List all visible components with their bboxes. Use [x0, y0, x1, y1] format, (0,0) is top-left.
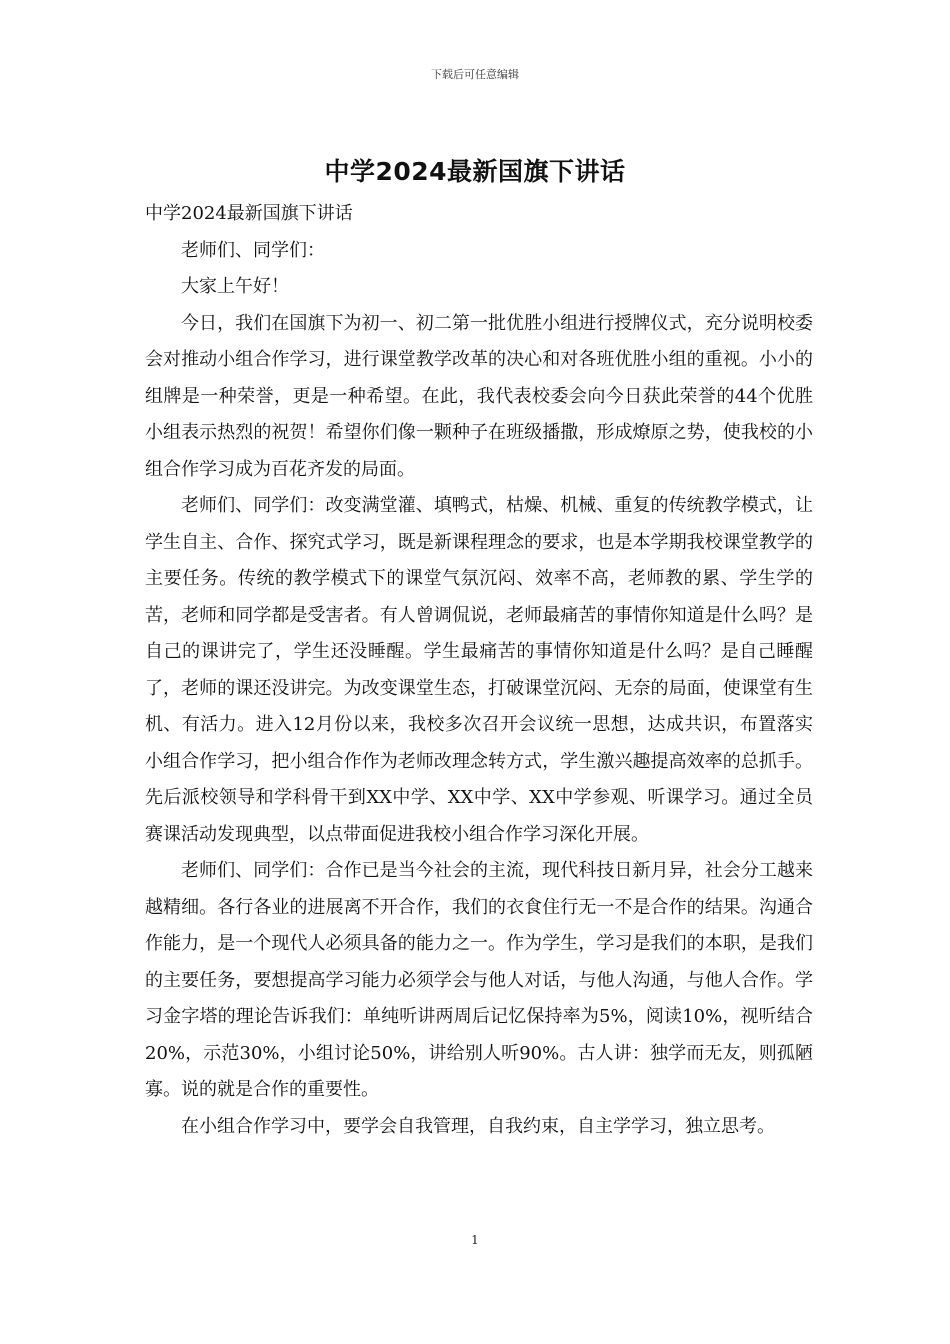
document-title: 中学2024最新国旗下讲话 [324, 157, 626, 186]
header-note: 下载后可任意编辑 [431, 68, 519, 81]
salutation: 老师们、同学们： [181, 239, 325, 261]
document-body [145, 196, 813, 1145]
greeting: 大家上午好！ [181, 276, 289, 297]
body-paragraph: 在小组合作学习中，要学会自我管理，自我约束，自主学学习，独立思考。 [181, 1115, 775, 1137]
subtitle-line: 中学2024最新国旗下讲话 [145, 203, 353, 224]
body-paragraph: 今日，我们在国旗下为初一、初二第一批优胜小组进行授牌仪式，充分说明校委会对推动小组合作学习，进行课堂教学改革的决心和对各班优胜小组的重视。小小的组牌是一种荣誉，更是一种希望。在此，我代表校委会向今日获此荣誉的44个优胜小组表示热烈的祝贺！希望你们像一颗种子在班级播撒，形成燎原之势，使我校的小组合作学习成为百花齐发的局面。 [145, 312, 813, 480]
body-paragraph: 老师们、同学们：改变满堂灌、填鸭式，枯燥、机械、重复的传统教学模式，让学生自主、合作、探究式学习，既是新课程理念的要求，也是本学期我校课堂教学的主要任务。传统的教学模式下的课堂气氛沉闷、效率不高，老师教的累、学生学的苦，老师和同学都是受害者。有人曾调侃说，老师最痛苦的事情你知道是什么吗？是自己的课讲完了，学生还没睡醒。学生最痛苦的事情你知道是什么吗？是自己睡醒了，老师的课还没讲完。为改变课堂生态，打破课堂沉闷、无奈的局面，使课堂有生机、有活力。进入12月份以来，我校多次召开会议统一思想，达成共识，布置落实小组合作学习，把小组合作作为老师改理念转方式，学生激兴趣提高效率的总抓手。先后派校领导和学科骨干到XX中学、XX中学、XX中学参观、听课学习。通过全员赛课活动发现典型，以点带面促进我校小组合作学习深化开展。 [145, 495, 813, 845]
page-number: 1 [471, 1233, 479, 1247]
body-paragraph: 老师们、同学们：合作已是当今社会的主流，现代科技日新月异，社会分工越来越精细。各行各业的进展离不开合作，我们的衣食住行无一不是合作的结果。沟通合作能力，是一个现代人必须具备的能力之一。作为学生，学习是我们的本职，是我们的主要任务，要想提高学习能力必须学会与他人对话，与他人沟通，与他人合作。学习金字塔的理论告诉我们：单纯听讲两周后记忆保持率为5%，阅读10%，视听结合20%，示范30%，小组讨论50%，讲给别人听90%。古人讲：独学而无友，则孤陋寡。说的就是合作的重要性。 [145, 860, 813, 1100]
